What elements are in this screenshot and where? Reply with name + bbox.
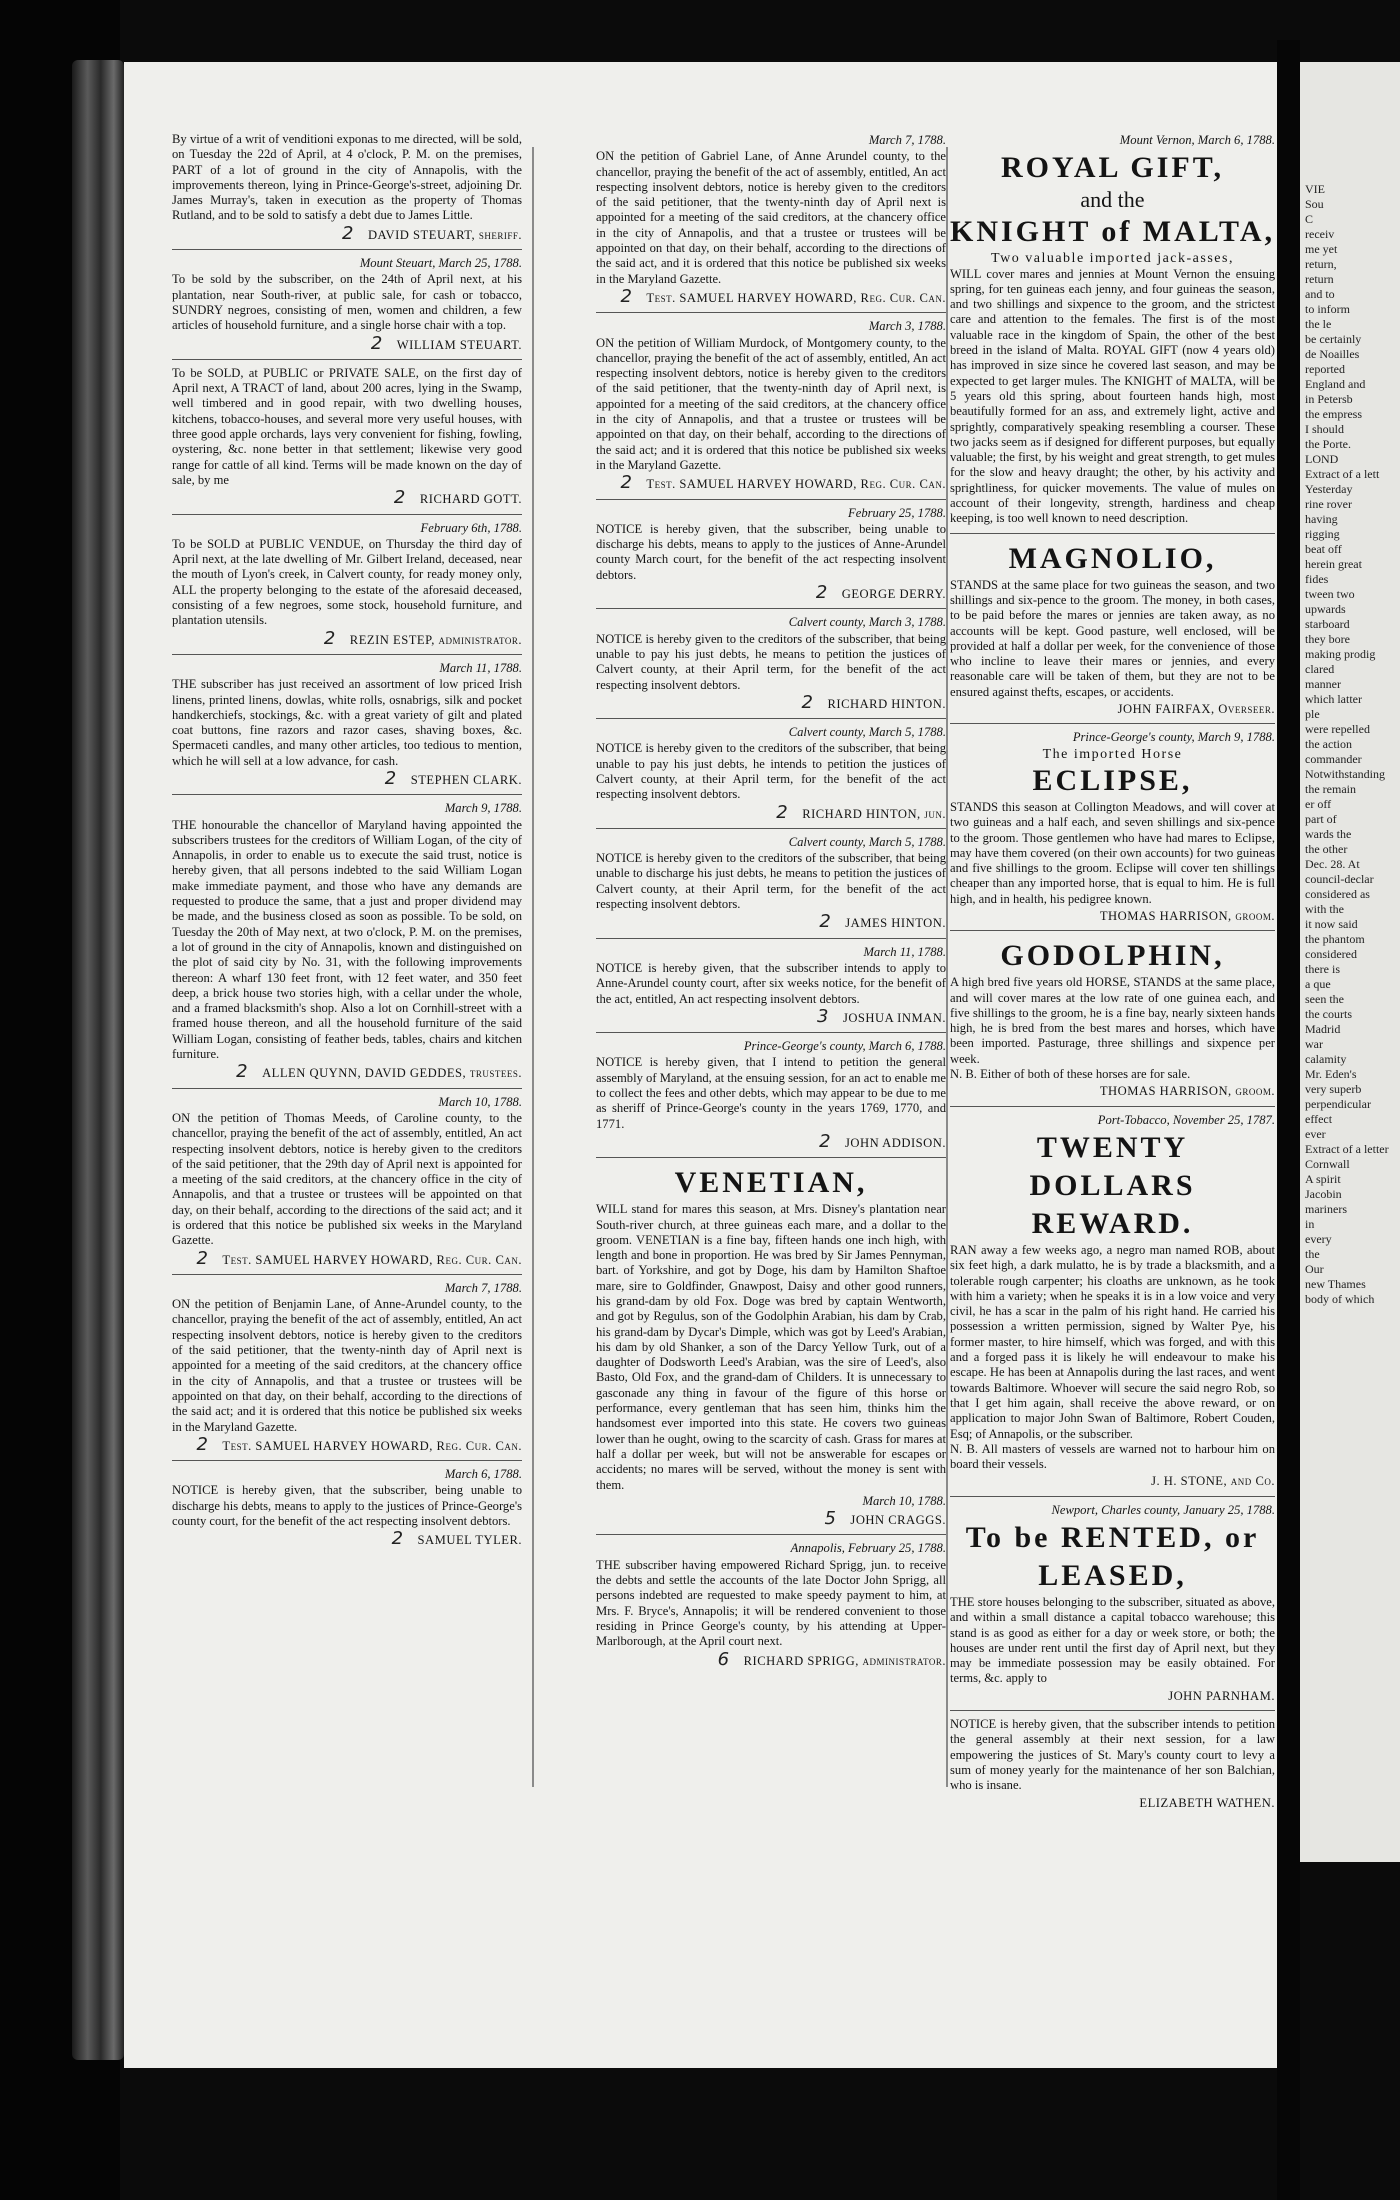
body-text: By virtue of a writ of venditioni exponas to me directed, will be sold, on Tuesday the 22d of April, at 4 o'clock, P. M. on the premises, PART of a lot of ground in the city of Annapolis, with the improvements thereon, lying in Prince-George's-street, adjoining Dr. James Murray's, taken in execution as the property of Thomas Rutland, and to be sold to satisfy a debt due to James Little. <box>172 132 522 223</box>
dateline: Prince-George's county, March 9, 1788. <box>1072 730 1275 745</box>
advertisement <box>950 540 1275 725</box>
dateline: Mount Steuart, March 25, 1788. <box>359 256 522 271</box>
advertisement <box>596 945 946 1033</box>
handwritten-mark: 2 <box>391 1528 404 1550</box>
adjacent-page-line: Extract of a letter <box>1305 1142 1389 1156</box>
advertisement <box>172 1467 522 1554</box>
body-text: RAN away a few weeks ago, a negro man named ROB, about six feet high, a dark mulatto, he is by trade a blacksmith, and a tolerable rough carpenter; his cloaths are unknown, as he took with him a variety; when he speaks it is in a low voice and very civil, he has a scar in the palm of his right hand. He carried his possession a written permission, signed by Walter Pye, his former master, to hire himself, which was forged, and with this and a forged pass it is likely he will endeavour to make his escape. He has been at Annapolis during the last races, and went towards Baltimore. Whoever will secure the said negro Rob, so that I get him again, shall receive the above reward, or on application to major John Swan of Baltimore, Robert Couden, Esq; of Annapolis, or the subscriber. <box>950 1242 1275 1441</box>
advertisement <box>596 725 946 829</box>
signature <box>950 702 1275 717</box>
dateline: March 11, 1788. <box>439 660 522 675</box>
dateline: Mount Vernon, March 6, 1788. <box>1119 133 1275 147</box>
body-text: To be SOLD, at PUBLIC or PRIVATE SALE, on the first day of April next, A TRACT of land, about 200 acres, lying in the Swamp, well timbered and in good repair, with two dwelling houses, kitchens, tobacco-houses, and several more very useful houses, with three good apple orchards, lays very convenient for fishing, fowling, oystering, &c. none better in that settlement; likewise very good range for cattle of all kind. Terms will be made known on the day of sale, by me <box>172 365 522 487</box>
handwritten-mark: 2 <box>776 801 789 823</box>
signature-name: JOHN FAIRFAX, Overseer. <box>1117 702 1275 717</box>
adjacent-page-line: tween two <box>1305 587 1355 601</box>
handwritten-mark: 2 <box>815 582 828 604</box>
adjacent-page-line: herein great <box>1305 557 1362 571</box>
handwritten-mark: 2 <box>620 285 633 307</box>
body-text: NOTICE is hereby given, that the subscriber, being unable to discharge his debts, means to apply to the justices of Anne-Arundel county March court, for the benefit of the act respecting insolvent debtors. <box>596 521 946 582</box>
dateline: Annapolis, February 25, 1788. <box>790 1541 946 1556</box>
adjacent-page-line: wards the <box>1305 827 1352 841</box>
adjacent-page-line: effect <box>1305 1112 1333 1126</box>
advertisement <box>172 521 522 655</box>
advertisement <box>172 1095 522 1275</box>
handwritten-mark: 2 <box>384 767 397 789</box>
adjacent-page-line: starboard <box>1305 617 1350 631</box>
signature-name: JOHN CRAGGS. <box>850 1513 946 1528</box>
adjacent-page-line: Our <box>1305 1262 1324 1276</box>
body-text: NOTICE is hereby given to the creditors of the subscriber, that being unable to discharge his just debts, he means to petition the justices of Calvert county, at their April term, for the benefit of the act respecting insolvent debtors. <box>596 851 946 912</box>
advertisement <box>172 661 522 795</box>
dateline: Port-Tobacco, November 25, 1787. <box>1097 1112 1275 1127</box>
body-text: To be sold by the subscriber, on the 24th of April next, at his plantation, near South-river, at public sale, for cash or tobacco, SUNDRY negroes, consisting of men, women and children, a few articles of household furniture, and a single horse chair with a top. <box>172 272 522 333</box>
dateline: Calvert county, March 5, 1788. <box>788 834 946 849</box>
signature <box>596 801 946 823</box>
adjacent-page-line: er off <box>1305 797 1332 811</box>
advertisement <box>596 1039 946 1158</box>
signature-name: J. H. STONE, and Co. <box>1151 1474 1275 1489</box>
advertisement <box>172 1281 522 1461</box>
signature <box>596 1005 946 1027</box>
handwritten-mark: 5 <box>824 1508 837 1530</box>
adjacent-page-line: England and <box>1305 377 1366 391</box>
headline: and the <box>1080 187 1145 213</box>
handwritten-mark: 2 <box>196 1247 209 1269</box>
dateline: Calvert county, March 5, 1788. <box>788 725 946 740</box>
signature <box>950 1084 1275 1099</box>
adjacent-page-line: very superb <box>1305 1082 1362 1096</box>
body-text: STANDS at the same place for two guineas the season, and two shillings and six-pence to the groom. The money, in both cases, to be paid before the mares or jennies are taken away, as no accounts will be kept. Good pasture, well enclosed, will be provided at half a dollar per week, for the convenience of those who incline to leave their mares or jennies, and every reasonable care will be taken of them, but they are not to be ensured against thefts, escapes, or accidents. <box>950 577 1275 699</box>
advertisement <box>950 133 1275 534</box>
signature-name: JOSHUA INMAN. <box>842 1010 946 1025</box>
dateline: March 11, 1788. <box>863 944 946 959</box>
signature <box>596 1130 946 1152</box>
dateline: March 6, 1788. <box>444 1467 522 1482</box>
note-text: N. B. All masters of vessels are warned not to harbour him on board their vessels. <box>950 1441 1275 1472</box>
adjacent-page-line: clared <box>1305 662 1335 676</box>
adjacent-page-line: the other <box>1305 842 1348 856</box>
handwritten-mark: 2 <box>620 472 633 494</box>
adjacent-page-line: commander <box>1305 752 1362 766</box>
adjacent-page-line: perpendicular <box>1305 1097 1371 1111</box>
handwritten-mark: 2 <box>342 222 354 244</box>
adjacent-page-line: to inform <box>1305 302 1350 316</box>
body-text: ON the petition of Benjamin Lane, of Anne-Arundel county, to the chancellor, praying the benefit of the act of assembly, entitled, An act respecting insolvent debtors, notice is hereby given to the creditors of the said petitioner, that the twenty-ninth day of April next is appointed for a meeting of the said creditors, at the chancery office in the city of Annapolis, and that a trustee or trustees will be appointed on that day, on their behalf, according to the directions of the said act; and it is ordered that this notice be published six weeks in the Maryland Gazette. <box>172 1297 522 1434</box>
advertisement <box>596 319 946 499</box>
body-text: STANDS this season at Collington Meadows, and will cover at two guineas and a half each, and seven shillings and six-pence to the groom. Those gentlemen who have had mares to Eclipse, may have them covered (on their own accounts) for two guineas and five shillings to the groom. Eclipse will cover ten shillings cheaper than any imported horse, that is equal to him. He is full high, and in health, his pedigree known. <box>950 799 1275 906</box>
advertisement <box>596 506 946 610</box>
signature <box>172 332 522 354</box>
adjacent-page-line: they bore <box>1305 632 1350 646</box>
dateline: March 7, 1788. <box>444 1280 522 1295</box>
book-edge <box>72 60 124 2060</box>
column-2 <box>596 132 946 1681</box>
adjacent-page-text <box>1305 182 1397 1307</box>
adjacent-page-line: ple <box>1305 707 1320 721</box>
body-text: To be SOLD at PUBLIC VENDUE, on Thursday the third day of April next, at the late dwelling of Mr. Gilbert Ireland, deceased, near the mouth of Lyon's creek, in Calvert county, for ready money only, ALL the property belonging to the estate of the aforesaid deceased, consisting of a few negroes, some stock, household furniture, and plantation utensils. <box>172 536 522 628</box>
signature <box>172 1061 522 1083</box>
advertisement <box>950 1717 1275 1817</box>
adjacent-page-line: Cornwall <box>1305 1157 1350 1171</box>
adjacent-page-line: rigging <box>1305 527 1340 541</box>
adjacent-page-line: seen the <box>1305 992 1344 1006</box>
body-text: THE subscriber having empowered Richard Sprigg, jun. to receive the debts and settle the accounts of the late Doctor John Sprigg, all persons indebted are requested to make speedy payment to him, at Mrs. F. Bryce's, Annapolis; it will be rendered convenient to those residing in Prince George's county, by his attending at Upper-Marlborough, at the April court next. <box>596 1557 946 1649</box>
adjacent-page-line: in Petersb <box>1305 392 1353 406</box>
headline: GODOLPHIN, <box>1000 939 1225 973</box>
signature-name: RICHARD GOTT. <box>419 492 522 507</box>
adjacent-page-line: part of <box>1305 812 1337 826</box>
adjacent-page-line: the phantom <box>1305 932 1365 946</box>
adjacent-page-line: Sou <box>1305 197 1324 211</box>
advertisement <box>172 256 522 360</box>
adjacent-page-line: Dec. 28. At <box>1305 857 1360 871</box>
signature <box>172 627 522 649</box>
adjacent-page-line: considered as <box>1305 887 1370 901</box>
dateline: Prince-George's county, March 6, 1788. <box>743 1039 946 1054</box>
adjacent-page <box>1300 62 1400 1862</box>
body-text: NOTICE is hereby given, that the subscriber intends to apply to Anne-Arundel county court, after six weeks notice, for the benefit of the act, entitled, An act respecting insolvent debtors. <box>596 960 946 1006</box>
body-text: NOTICE is hereby given to the creditors of the subscriber, that being unable to pay his just debts, he intends to petition the justices of Calvert county, at their April term, for the benefit of the act respecting insolvent debtors. <box>596 741 946 802</box>
adjacent-page-line: council-declar <box>1305 872 1374 886</box>
dateline: March 9, 1788. <box>444 801 522 816</box>
signature <box>596 285 946 307</box>
signature-name: DAVID STEUART, sheriff. <box>367 227 522 242</box>
signature <box>596 472 946 494</box>
headline: MAGNOLIO, <box>1008 541 1217 575</box>
advertisement <box>596 1541 946 1674</box>
signature <box>172 487 522 509</box>
handwritten-mark: 2 <box>370 332 383 354</box>
subheading: Two valuable imported jack-asses, <box>991 251 1234 267</box>
adjacent-page-line: fides <box>1305 572 1329 586</box>
adjacent-page-line: VIE <box>1305 182 1325 196</box>
dateline: Calvert county, March 3, 1788. <box>788 615 946 630</box>
adjacent-page-line: the empress <box>1305 407 1362 421</box>
note-text: N. B. Either of both of these horses are for sale. <box>950 1067 1191 1082</box>
headline: VENETIAN, <box>674 1166 868 1200</box>
dateline: March 10, 1788. <box>862 1493 946 1508</box>
adjacent-page-line: reported <box>1305 362 1345 376</box>
signature-name: RICHARD HINTON, jun. <box>802 806 946 821</box>
handwritten-mark: 2 <box>819 911 832 933</box>
signature <box>172 1433 522 1455</box>
signature <box>950 1689 1275 1704</box>
adjacent-page-line: LOND <box>1305 452 1339 466</box>
body-text: NOTICE is hereby given, that the subscriber intends to petition the general assembly at their next session, for a law empowering the justices of St. Mary's county court to levy a sum of money yearly for the maintenance of her son Balchian, who is insane. <box>950 1717 1275 1793</box>
advertisement <box>596 835 946 939</box>
adjacent-page-line: Jacobin <box>1305 1187 1342 1201</box>
advertisement <box>950 1503 1275 1711</box>
body-text: THE store houses belonging to the subscriber, situated as above, and within a small distance a capital tobacco warehouse; this stand is as good as either for a day or week store, or both; the houses are under rent until the first day of April next, but they may be immediate possession may be easily obtained. For terms, &c. apply to <box>950 1595 1275 1686</box>
adjacent-page-line: C <box>1305 212 1314 226</box>
adjacent-page-line: with the <box>1305 902 1344 916</box>
adjacent-page-line: beat off <box>1305 542 1342 556</box>
signature <box>950 909 1275 924</box>
signature-name: RICHARD SPRIGG, administrator. <box>743 1653 946 1668</box>
adjacent-page-line: mariners <box>1305 1202 1347 1216</box>
headline: To be RENTED, or LEASED, <box>965 1521 1260 1592</box>
advertisement <box>950 1113 1275 1497</box>
signature <box>950 1474 1275 1489</box>
subheading: The imported Horse <box>1042 746 1183 762</box>
signature-name: JAMES HINTON. <box>845 916 946 931</box>
signature-name: THOMAS HARRISON, groom. <box>1099 1084 1275 1099</box>
advertisement <box>950 730 1275 931</box>
adjacent-page-line: Madrid <box>1305 1022 1341 1036</box>
dateline: February 25, 1788. <box>848 505 946 520</box>
adjacent-page-line: receiv <box>1305 227 1335 241</box>
handwritten-mark: 2 <box>393 487 406 509</box>
adjacent-page-line: Notwithstanding <box>1305 767 1385 781</box>
adjacent-page-line: A spirit <box>1305 1172 1341 1186</box>
signature <box>596 691 946 713</box>
body-text: WILL cover mares and jennies at Mount Vernon the ensuing spring, for ten guineas each jenny, and four guineas the season, and two shillings and sixpence to the groom, and the strictest care and attention to the females. The first is of the most valuable race in the kingdom of Spain, the other of the best breed in the island of Malta. ROYAL GIFT (now 4 years old) has improved in size since he covered last season, and may be expected to get larger mules. The KNIGHT of MALTA, will be 5 years old this spring, about fourteen hands high, most beautifully formed for an ass, and extremely light, active and sprightly, comparatively speaking resembling a courser. These two jacks seem as if designed for different purposes, but equally valuable; the first, by his weight and great strength, to get mules for the slow and heavy draught; the other, by his activity and sprightliness, for quicker movements. The value of mules on account of their longevity, strength, hardiness and cheap keeping, is too well known to need description. <box>950 266 1275 526</box>
adjacent-page-line: me yet <box>1305 242 1338 256</box>
headline: TWENTY DOLLARS REWARD. <box>1029 1130 1196 1240</box>
adjacent-page-line: I should <box>1305 422 1344 436</box>
body-text: NOTICE is hereby given, that I intend to petition the general assembly of Maryland, at the ensuing session, for an act to enable me to collect the fees and other debts, which may appear to be due to me as sheriff of Prince-George's county in the years 1769, 1770, and 1771. <box>596 1055 946 1131</box>
signature-name: JOHN ADDISON. <box>845 1135 946 1150</box>
body-text: ON the petition of Thomas Meeds, of Caroline county, to the chancellor, praying the benefit of the act of assembly, entitled, An act respecting insolvent debtors, notice is hereby given to the creditors of the said petitioner, that the 29th day of April next is appointed for a meeting of the said creditors, at the chancery office in the city of Annapolis, and that a trustee or trustees will be appointed on that day, on their behalf, according to the directions of the said act; and it is ordered that this notice be published six weeks in the Maryland Gazette. <box>172 1110 522 1248</box>
adjacent-page-line: making prodig <box>1305 647 1376 661</box>
signature-name: ELIZABETH WATHEN. <box>1139 1795 1275 1810</box>
headline: ECLIPSE, <box>1032 763 1193 797</box>
signature <box>172 767 522 789</box>
handwritten-mark: 2 <box>236 1061 249 1083</box>
adjacent-page-line: manner <box>1305 677 1341 691</box>
advertisement <box>596 133 946 313</box>
column-rule <box>532 147 534 1787</box>
advertisement <box>172 366 522 515</box>
adjacent-page-line: a que <box>1305 977 1331 991</box>
adjacent-page-line: the le <box>1305 317 1332 331</box>
adjacent-page-line: there is <box>1305 962 1340 976</box>
adjacent-page-line: the <box>1305 1247 1320 1261</box>
signature <box>950 1796 1275 1811</box>
handwritten-mark: 2 <box>801 691 814 713</box>
column-rule <box>946 147 948 1787</box>
adjacent-page-line: every <box>1305 1232 1332 1246</box>
adjacent-page-line: were repelled <box>1305 722 1370 736</box>
signature-name: SAMUEL TYLER. <box>417 1533 522 1548</box>
signature-name: Test. SAMUEL HARVEY HOWARD, Reg. Cur. Can. <box>222 1252 522 1267</box>
body-text: WILL stand for mares this season, at Mrs. Disney's plantation near South-river church, at three guineas each mare, and a dollar to the groom. VENETIAN is a fine bay, fifteen hands one inch high, with length and bone in proportion. He was bred by Sir James Pennyman, bart. of Yorkshire, and got by Doge, his dam by Hamilton Shaftoe mare, sire to Goldfinder, Gnawpost, Daisy and other good runners, his grand-dam by old Fox. Doge was bred by captain Wentworth, and got by Regulus, son of the Godolphin Arabian, his dam by Crab, his grand-dam by Dycar's Dimple, which was got by Leed's Arabian, his dam by old Shanker, a son of the Darcy Yellow Turk, out of a daughter of Dodsworth Leed's Arabian, was the sire of Leed's, also Basto, Old Fox, and the grand-dam of Childers. It is unnecessary to gasconade any thing in favour of the figure of this horse or performance, every gentleman that has seen him, thinks him the handsomest ever imported into this state. He covers two guineas lower than he ought, owing to the scarcity of cash. Grass for mares at half a dollar per week, but will not be answerable for escapes or accidents; no mares will be served, without the money is sent with them. <box>596 1202 946 1492</box>
page-gutter <box>1277 40 1300 2200</box>
body-text: THE subscriber has just received an assortment of low priced Irish linens, printed linens, dowlas, white rolls, osnabrigs, silk and pocket handkerchiefs, stockings, &c. with a great variety of gilt and plated coat buttons, fine razors and razor cases, shaving boxes, &c. Spermaceti candles, and many other articles, too tedious to mention, which he will sell at a low advance, for cash. <box>172 677 522 768</box>
adjacent-page-line: the remain <box>1305 782 1356 796</box>
adjacent-page-line: rine rover <box>1305 497 1352 511</box>
adjacent-page-line: war <box>1305 1037 1323 1051</box>
headline: ROYAL GIFT, <box>1000 151 1225 185</box>
adjacent-page-line: new Thames <box>1305 1277 1366 1291</box>
advertisement <box>172 132 522 250</box>
signature <box>172 222 522 244</box>
signature-name: Test. SAMUEL HARVEY HOWARD, Reg. Cur. Can. <box>646 477 946 492</box>
body-text: NOTICE is hereby given to the creditors of the subscriber, that being unable to pay his just debts, he means to petition the justices of Calvert county, at their April term, for the benefit of the act respecting insolvent debtors. <box>596 631 946 692</box>
signature <box>172 1528 522 1550</box>
dateline: March 7, 1788. <box>868 133 946 147</box>
dateline: March 10, 1788. <box>438 1094 522 1109</box>
dateline: February 6th, 1788. <box>420 520 522 535</box>
signature-name: REZIN ESTEP, administrator. <box>349 632 522 647</box>
signature <box>596 582 946 604</box>
column-3 <box>950 132 1275 1823</box>
dateline: Newport, Charles county, January 25, 1788. <box>1051 1502 1275 1517</box>
adjacent-page-line: Yesterday <box>1305 482 1353 496</box>
dateline: March 3, 1788. <box>868 319 946 334</box>
signature-name: Test. SAMUEL HARVEY HOWARD, Reg. Cur. Can. <box>646 290 946 305</box>
handwritten-mark: 2 <box>196 1433 209 1455</box>
advertisement <box>172 801 522 1088</box>
advertisement <box>596 1164 946 1535</box>
signature-name: STEPHEN CLARK. <box>410 772 522 787</box>
adjacent-page-line: having <box>1305 512 1338 526</box>
adjacent-page-line: be certainly <box>1305 332 1362 346</box>
handwritten-mark: 2 <box>819 1130 832 1152</box>
signature-name: JOHN PARNHAM. <box>1168 1688 1275 1703</box>
column-1 <box>172 132 522 1561</box>
adjacent-page-line: return <box>1305 272 1334 286</box>
signature-name: THOMAS HARRISON, groom. <box>1099 908 1275 923</box>
newspaper-page <box>124 62 1277 2068</box>
adjacent-page-line: upwards <box>1305 602 1346 616</box>
adjacent-page-line: ever <box>1305 1127 1326 1141</box>
adjacent-page-line: return, <box>1305 257 1337 271</box>
adjacent-page-line: the Porte. <box>1305 437 1351 451</box>
signature-name: RICHARD HINTON. <box>827 696 946 711</box>
signature <box>172 1247 522 1269</box>
adjacent-page-line: the action <box>1305 737 1352 751</box>
adjacent-page-line: considered <box>1305 947 1357 961</box>
headline: KNIGHT of MALTA, <box>950 215 1275 249</box>
adjacent-page-line: it now said <box>1305 917 1358 931</box>
adjacent-page-line: body of which <box>1305 1292 1375 1306</box>
advertisement <box>950 937 1275 1106</box>
adjacent-page-line: calamity <box>1305 1052 1347 1066</box>
body-text: ON the petition of William Murdock, of Montgomery county, to the chancellor, praying the benefit of the act of assembly, entitled, An act respecting insolvent debtors, notice is hereby given to the creditors of the said petitioner, that the twenty-ninth day of April next, is appointed for a meeting of the said creditors, at the chancery office in the city of Annapolis, and that a trustee or trustees will be appointed on that day, on their behalf, according to the directions of the said act; and it is ordered that this notice be published six weeks in the Maryland Gazette. <box>596 335 946 472</box>
adjacent-page-line: and to <box>1305 287 1335 301</box>
signature-name: ALLEN QUYNN, DAVID GEDDES, trustees. <box>262 1066 522 1081</box>
handwritten-mark: 3 <box>816 1005 829 1027</box>
signature-name: WILLIAM STEUART. <box>396 337 522 352</box>
adjacent-page-line: the courts <box>1305 1007 1352 1021</box>
signature <box>596 911 946 933</box>
body-text: ON the petition of Gabriel Lane, of Anne Arundel county, to the chancellor, praying the benefit of the act of assembly, entitled, An act respecting insolvent debtors, notice is hereby given to the creditors of the said petitioner, that the twenty-ninth day of April next is appointed for a meeting of the said creditors, at the chancery office in the city of Annapolis, and that a trustee or trustees will be appointed on that day, on their behalf, according to the directions of the said act, and it is ordered that this notice be published six weeks in the Maryland Gazette. <box>596 149 946 286</box>
adjacent-page-line: de Noailles <box>1305 347 1360 361</box>
signature <box>596 1508 946 1530</box>
body-text: NOTICE is hereby given, that the subscriber, being unable to discharge his debts, means to apply to the justices of Prince-George's county court, for the benefit of the act respecting insolvent debtors. <box>172 1483 522 1529</box>
adjacent-page-line: Mr. Eden's <box>1305 1067 1357 1081</box>
signature-name: Test. SAMUEL HARVEY HOWARD, Reg. Cur. Can. <box>222 1438 522 1453</box>
handwritten-mark: 2 <box>323 627 336 649</box>
body-text: A high bred five years old HORSE, STANDS at the same place, and will cover mares at the low rate of one guinea each, and five shillings to the groom, he is a fine bay, nearly sixteen hands high, he is bred from the best mares and horses, which have been imported. Pasturage, three shillings and sixpence per week. <box>950 975 1275 1066</box>
body-text: THE honourable the chancellor of Maryland having appointed the subscribers trustees for the creditors of William Logan, of the city of Annapolis, in order to enable us to execute the said trust, notice is hereby given, that all persons indebted to the said William Logan make immediate payment, and those who have any demands are requested to produce the same, that a just and proper dividend may be made, and the business closed as soon as possible. To be sold, on Tuesday the 20th of May next, at two o'clock, P. M. on the premises, a lot of ground in the city of Annapolis, known and distinguished on the plot of said city by No. 31, with the following improvements thereon: A wharf 130 feet front, with 12 feet water, and 350 feet deep, a brick house two stories high, with a cellar under the whole, and a framed blacksmith's shop. Also a lot on Cornhill-street with a framed house thereon, and all the household furniture of the said William Logan, consisting of feather beds, tables, chairs and kitchen furniture. <box>172 817 522 1062</box>
adjacent-page-line: Extract of a lett <box>1305 467 1380 481</box>
signature <box>596 1648 946 1670</box>
signature-name: GEORGE DERRY. <box>841 587 946 602</box>
handwritten-mark: 6 <box>717 1648 730 1670</box>
adjacent-page-line: in <box>1305 1217 1315 1231</box>
advertisement <box>596 615 946 719</box>
adjacent-page-line: which latter <box>1305 692 1362 706</box>
